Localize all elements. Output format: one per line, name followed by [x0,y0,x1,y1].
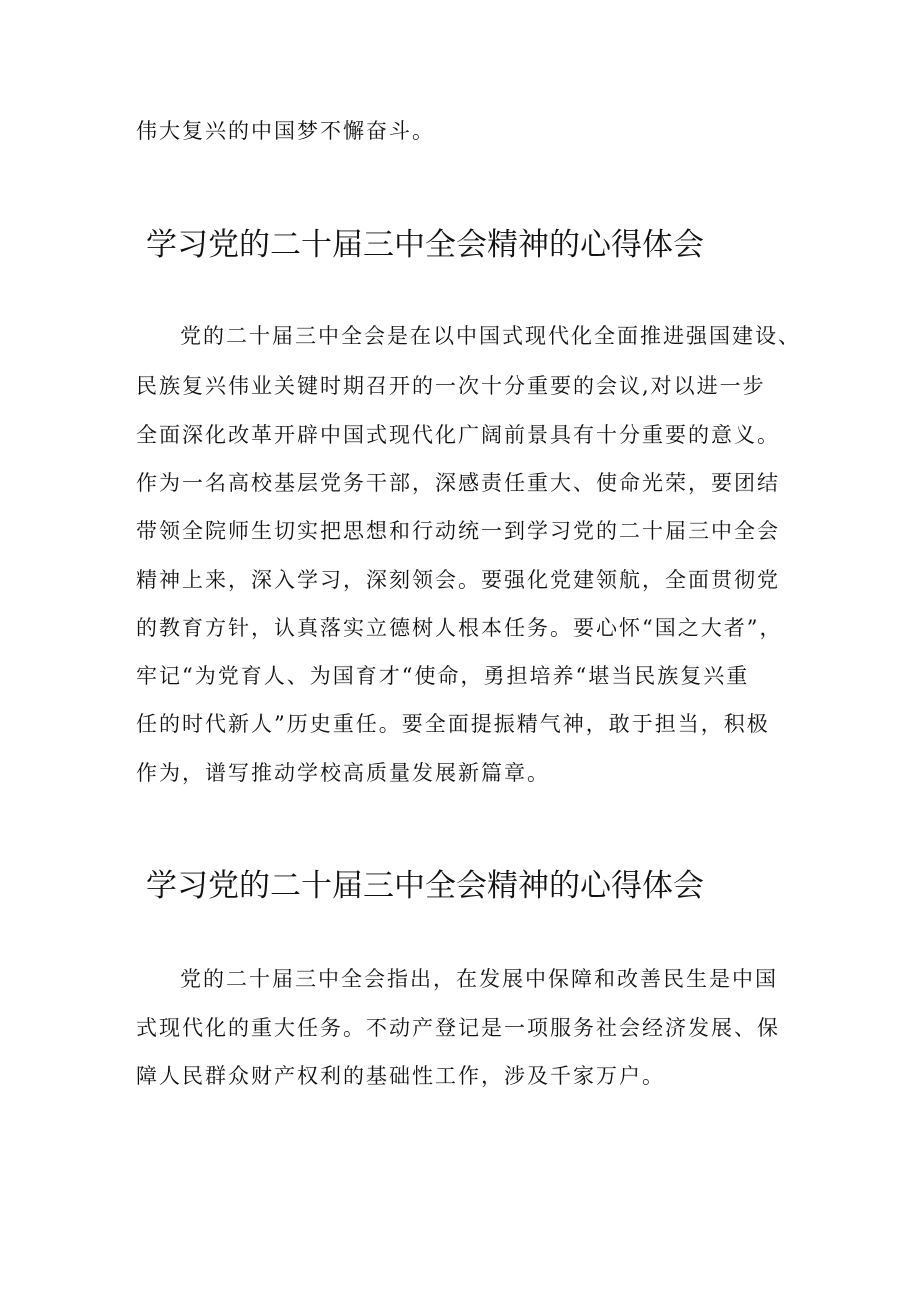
paragraph-line: 任的时代新人”历史重任。要全面提振精气神，敢于担当，积极 [136,712,770,736]
paragraph-line: 党的二十届三中全会指出，在发展中保障和改善民生是中国 [180,967,778,991]
paragraph-line: 作为一名高校基层党务干部，深感责任重大、使命光荣，要团结 [136,471,780,495]
paragraph-line: 的教育方针，认真落实立德树人根本任务。要心怀“国之大者”， [136,616,783,640]
paragraph-line: 民族复兴伟业关键时期召开的一次十分重要的会议,对以进一步 [136,374,766,398]
section-2-heading: 学习党的二十届三中全会精神的心得体会 [146,868,704,904]
paragraph-line: 精神上来，深入学习，深刻领会。要强化党建领航，全面贯彻党 [136,568,780,592]
paragraph-line: 党的二十届三中全会是在以中国式现代化全面推进强国建设、 [180,324,801,348]
paragraph-line: 式现代化的重大任务。不动产登记是一项服务社会经济发展、保 [136,1016,780,1040]
paragraph-line: 作为，谱写推动学校高质量发展新篇章。 [136,761,550,785]
paragraph-line: 障人民群众财产权利的基础性工作，涉及千家万户。 [136,1064,665,1088]
paragraph-line: 牢记“为党育人、为国育才“使命，勇担培养“堪当民族复兴重 [136,664,750,688]
section-1-heading: 学习党的二十届三中全会精神的心得体会 [146,227,704,263]
paragraph-line: 全面深化改革开辟中国式现代化广阔前景具有十分重要的意义。 [136,423,780,447]
intro-closing-line: 伟大复兴的中国梦不懈奋斗。 [136,119,435,143]
paragraph-line: 带领全院师生切实把思想和行动统一到学习党的二十届三中全会 [136,519,780,543]
